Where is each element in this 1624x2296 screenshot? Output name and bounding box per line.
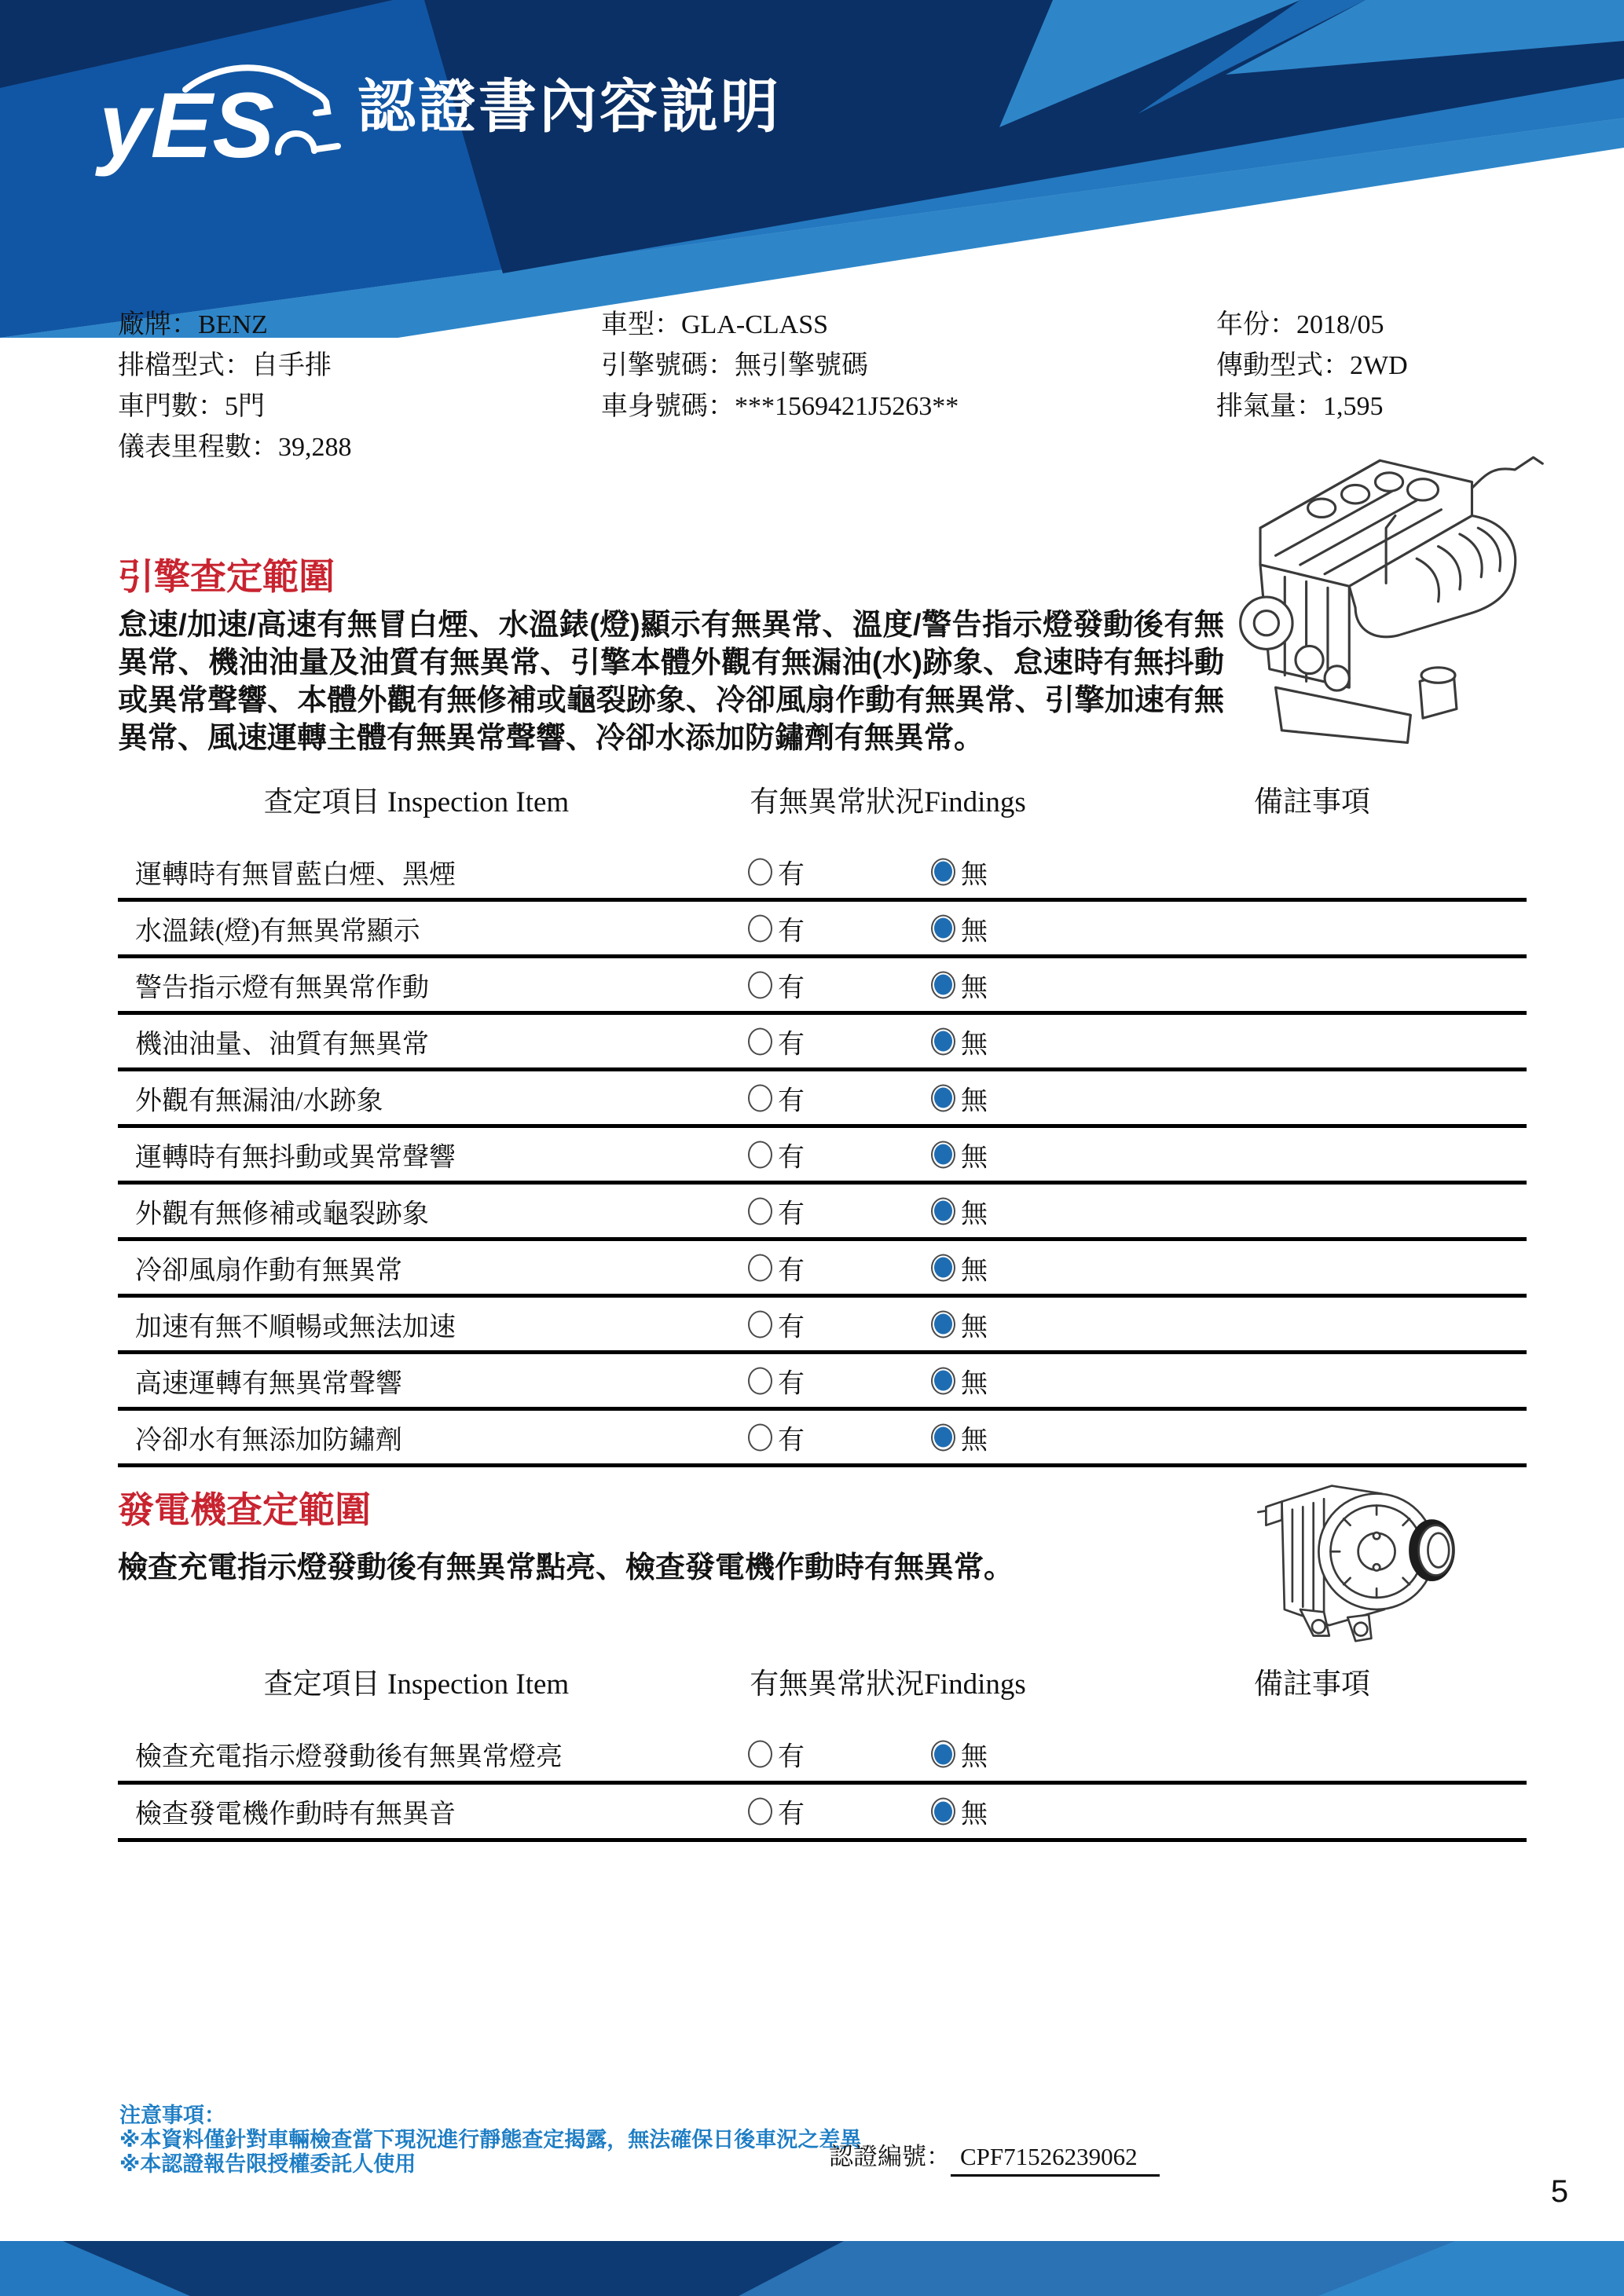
car-wheel-outline <box>278 134 314 152</box>
radio-no[interactable] <box>931 1197 955 1225</box>
radio-dot <box>934 1744 952 1764</box>
radio-dot <box>934 1144 952 1165</box>
engine-table-body <box>118 845 1527 1467</box>
column-header-notes: 備註事項 <box>1254 786 1370 818</box>
finding-option-no[interactable] <box>931 1248 988 1287</box>
column-header-inspection-item: 查定項目 Inspection Item <box>263 1668 570 1701</box>
vehicle-info-column-1 <box>118 305 352 468</box>
radio-yes[interactable] <box>748 1027 772 1055</box>
finding-option-yes[interactable] <box>748 1078 805 1117</box>
column-header-inspection-item: 查定項目 Inspection Item <box>263 786 570 818</box>
inspection-item-label: 警告指示燈有無異常作動 <box>135 973 429 1002</box>
page-title: 認證書內容説明 <box>357 74 781 139</box>
radio-yes-label: 有 <box>778 1199 805 1229</box>
radio-yes[interactable] <box>748 1084 772 1111</box>
inspection-item-label: 冷卻水有無添加防鏽劑 <box>135 1426 402 1455</box>
note-line: ※本資料僅針對車輛檢查當下現況進行靜態查定揭露，無法確保日後車況之差異 <box>119 2128 862 2151</box>
vehicle-info-column-2 <box>601 305 959 427</box>
radio-dot <box>934 1201 952 1221</box>
radio-no-label: 無 <box>961 1426 988 1455</box>
table-row <box>118 845 1527 902</box>
radio-yes[interactable] <box>748 1197 772 1225</box>
certificate-number-value: CPF71526239062 <box>951 2143 1160 2177</box>
table-row <box>118 958 1527 1015</box>
table-row <box>118 1241 1527 1298</box>
table-row <box>118 1015 1527 1071</box>
generator-inspection-table <box>118 1660 1527 1840</box>
radio-yes-label: 有 <box>778 973 805 1002</box>
radio-yes[interactable] <box>748 1798 772 1825</box>
finding-option-no[interactable] <box>931 1418 988 1456</box>
finding-option-no[interactable] <box>931 1192 988 1230</box>
note-line: ※本認證報告限授權委託人使用 <box>119 2152 416 2176</box>
radio-yes[interactable] <box>748 1423 772 1451</box>
radio-yes[interactable] <box>748 1141 772 1168</box>
table-row <box>118 902 1527 958</box>
table-row <box>118 1785 1527 1842</box>
table-row <box>118 1354 1527 1411</box>
info-line: 廠牌：BENZ <box>118 310 268 339</box>
finding-option-yes[interactable] <box>748 1192 805 1230</box>
radio-no-label: 無 <box>961 1742 988 1772</box>
radio-no[interactable] <box>931 858 955 885</box>
radio-no[interactable] <box>931 1027 955 1055</box>
table-row <box>118 1071 1527 1128</box>
radio-no[interactable] <box>931 971 955 998</box>
radio-no[interactable] <box>931 1310 955 1338</box>
finding-option-yes[interactable] <box>748 1305 805 1343</box>
vehicle-info-column-3 <box>1216 305 1408 427</box>
inspection-item-label: 機油油量、油質有無異常 <box>135 1030 429 1059</box>
radio-dot <box>934 918 952 939</box>
radio-yes[interactable] <box>748 1254 772 1281</box>
info-line: 車門數：5門 <box>118 392 265 421</box>
generator-table-body <box>118 1727 1527 1842</box>
radio-dot <box>934 1371 952 1391</box>
radio-yes-label: 有 <box>778 1313 805 1342</box>
radio-dot <box>934 1031 952 1052</box>
radio-yes-label: 有 <box>778 1369 805 1398</box>
radio-no-label: 無 <box>961 917 988 946</box>
table-row <box>118 1298 1527 1354</box>
radio-yes-label: 有 <box>778 917 805 946</box>
table-row <box>118 1128 1527 1185</box>
radio-no-label: 無 <box>961 1199 988 1229</box>
inspection-item-label: 高速運轉有無異常聲響 <box>135 1369 402 1398</box>
finding-option-yes[interactable] <box>748 1735 805 1774</box>
engine-section-description: 怠速/加速/高速有無冒白煙、水溫錶(燈)顯示有無異常、溫度/警告指示燈發動後有無異常、機油油量及油質有無異常、引擎本體外觀有無漏油(水)跡象、怠速時有無抖動或異常聲響、本體外觀有無修補或龜裂跡象、冷卻風扇作動有無異常、引擎加速有無異常、風速運轉主體有無異常聲響、冷卻水添加防鏽劑有無異常。 <box>118 609 1224 755</box>
info-line: 排檔型式：自手排 <box>118 351 332 380</box>
radio-yes[interactable] <box>748 858 772 885</box>
finding-option-no[interactable] <box>931 1135 988 1174</box>
finding-option-no[interactable] <box>931 1078 988 1117</box>
radio-yes-label: 有 <box>778 1426 805 1455</box>
radio-dot <box>934 1088 952 1108</box>
column-header-notes: 備註事項 <box>1254 1668 1370 1701</box>
certificate-number-label: 認證編號： <box>829 2143 951 2170</box>
radio-no[interactable] <box>931 1141 955 1168</box>
radio-no-label: 無 <box>961 1256 988 1285</box>
finding-option-no[interactable] <box>931 1022 988 1060</box>
generator-section-heading: 發電機查定範圍 <box>118 1489 371 1530</box>
radio-no-label: 無 <box>961 1313 988 1342</box>
radio-yes-label: 有 <box>778 1143 805 1172</box>
info-line: 引擎號碼：無引擎號碼 <box>601 351 868 380</box>
car-front-outline <box>316 146 338 149</box>
finding-option-no[interactable] <box>931 965 988 1004</box>
inspection-item-label: 外觀有無漏油/水跡象 <box>135 1086 383 1115</box>
radio-dot <box>934 1801 952 1822</box>
yes-logo-text: yES <box>99 74 275 178</box>
footer-notes <box>119 2104 861 2177</box>
finding-option-yes[interactable] <box>748 909 805 947</box>
radio-yes[interactable] <box>748 914 772 942</box>
radio-no-label: 無 <box>961 860 988 889</box>
finding-option-yes[interactable] <box>748 1022 805 1060</box>
generator-section-description: 檢查充電指示燈發動後有無異常點亮、檢查發電機作動時有無異常。 <box>118 1551 1014 1584</box>
radio-yes-label: 有 <box>778 1030 805 1059</box>
inspection-item-label: 運轉時有無冒藍白煙、黑煙 <box>135 860 456 889</box>
inspection-item-label: 檢查發電機作動時有無異音 <box>135 1800 456 1829</box>
finding-option-no[interactable] <box>931 909 988 947</box>
finding-option-no[interactable] <box>931 1792 988 1831</box>
radio-dot <box>934 1258 952 1278</box>
finding-option-no[interactable] <box>931 1735 988 1774</box>
info-line: 傳動型式：2WD <box>1216 351 1408 380</box>
radio-dot <box>934 862 952 882</box>
radio-yes-label: 有 <box>778 1800 805 1829</box>
radio-yes[interactable] <box>748 1741 772 1768</box>
radio-no-label: 無 <box>961 1143 988 1172</box>
page-number: 5 <box>1550 2174 1569 2209</box>
finding-option-yes[interactable] <box>748 1248 805 1287</box>
notes-title: 注意事項： <box>119 2104 225 2127</box>
radio-no-label: 無 <box>961 1369 988 1398</box>
info-line: 儀表里程數：39,288 <box>118 433 352 462</box>
radio-yes[interactable] <box>748 971 772 998</box>
inspection-item-label: 運轉時有無抖動或異常聲響 <box>135 1143 456 1172</box>
finding-option-yes[interactable] <box>748 965 805 1004</box>
inspection-item-label: 檢查充電指示燈發動後有無異常燈亮 <box>135 1742 563 1772</box>
info-line: 車身號碼：***1569421J5263** <box>601 392 959 421</box>
finding-option-yes[interactable] <box>748 1135 805 1174</box>
finding-option-yes[interactable] <box>748 1361 805 1400</box>
radio-no-label: 無 <box>961 973 988 1002</box>
finding-option-yes[interactable] <box>748 852 805 891</box>
radio-no[interactable] <box>931 1423 955 1451</box>
footer-background <box>0 2241 1624 2296</box>
radio-yes-label: 有 <box>778 1742 805 1772</box>
radio-no-label: 無 <box>961 1086 988 1115</box>
radio-no[interactable] <box>931 914 955 942</box>
info-line: 排氣量：1,595 <box>1216 392 1384 421</box>
column-header-findings: 有無異常狀況Findings <box>750 1668 1026 1701</box>
radio-no[interactable] <box>931 1741 955 1768</box>
table-row <box>118 1727 1527 1785</box>
inspection-item-label: 外觀有無修補或龜裂跡象 <box>135 1199 429 1229</box>
radio-no[interactable] <box>931 1367 955 1394</box>
info-line: 年份：2018/05 <box>1216 310 1384 339</box>
engine-section-heading: 引擎查定範圍 <box>118 556 335 597</box>
radio-yes-label: 有 <box>778 860 805 889</box>
radio-dot <box>934 975 952 995</box>
inspection-item-label: 加速有無不順暢或無法加速 <box>135 1313 456 1342</box>
radio-no[interactable] <box>931 1798 955 1825</box>
table-row <box>118 1411 1527 1467</box>
engine-illustration <box>1214 436 1567 758</box>
radio-no[interactable] <box>931 1084 955 1111</box>
radio-no-label: 無 <box>961 1030 988 1059</box>
inspection-item-label: 冷卻風扇作動有無異常 <box>135 1256 402 1285</box>
table-row <box>118 1185 1527 1241</box>
engine-inspection-table <box>118 778 1527 1455</box>
alternator-illustration <box>1256 1475 1466 1646</box>
finding-option-no[interactable] <box>931 1305 988 1343</box>
radio-dot <box>934 1427 952 1448</box>
radio-yes-label: 有 <box>778 1086 805 1115</box>
radio-yes[interactable] <box>748 1367 772 1394</box>
info-line: 車型：GLA-CLASS <box>601 310 829 339</box>
certificate-number-line <box>829 2137 1160 2172</box>
finding-option-no[interactable] <box>931 852 988 891</box>
column-header-findings: 有無異常狀況Findings <box>750 786 1026 818</box>
finding-option-no[interactable] <box>931 1361 988 1400</box>
radio-dot <box>934 1314 952 1335</box>
radio-no[interactable] <box>931 1254 955 1281</box>
radio-yes-label: 有 <box>778 1256 805 1285</box>
yes-logo <box>93 49 352 194</box>
finding-option-yes[interactable] <box>748 1418 805 1456</box>
inspection-item-label: 水溫錶(燈)有無異常顯示 <box>135 917 420 946</box>
radio-no-label: 無 <box>961 1800 988 1829</box>
radio-yes[interactable] <box>748 1310 772 1338</box>
finding-option-yes[interactable] <box>748 1792 805 1831</box>
